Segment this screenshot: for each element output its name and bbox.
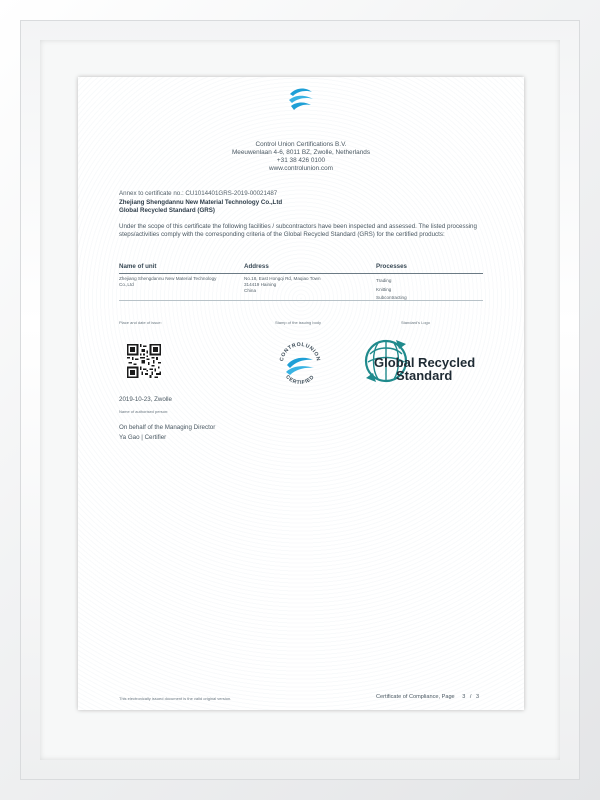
stamp-bottom-text: CERTIFIED <box>284 374 316 387</box>
table-cell-name: Zhejiang Shengdannu New Material Technology Co.,Ltd <box>119 276 217 287</box>
control-union-certified-stamp <box>275 335 325 391</box>
table-header-rule <box>119 273 483 274</box>
issuer-address: Meeuwenlaan 4-6, 8011 BZ, Zwolle, Netherlands <box>231 149 371 156</box>
qr-code-icon <box>127 344 161 378</box>
footer-note: This electronically issued document is the valid original version. <box>119 696 232 701</box>
global-recycled-standard-logo <box>356 332 486 394</box>
signature-line2: Ya Gao | Certifier <box>119 434 167 441</box>
standard-name: Global Recycled Standard (GRS) <box>119 207 215 214</box>
annex-number: Annex to certificate no.: CU1014401GRS-2019-00021487 <box>119 190 278 197</box>
grs-logo-line1: Global Recycled <box>374 355 476 370</box>
intro-paragraph: Under the scope of this certificate the following facilities / subcontractors have been inspected and assessed. The listed processing steps/activities comply with the corresponding criteria of the Global Recycled Standard (GRS) for the certified products: <box>119 223 477 239</box>
stamp-label: Stamp of the issuing body <box>275 320 322 325</box>
signature-line1: On behalf of the Managing Director <box>119 424 216 431</box>
table-cell-address: No.18, East Hongqi Rd, Maqiao Town 314419 Haining China <box>244 276 321 293</box>
col-header-name: Name of unit <box>119 263 157 270</box>
standard-logo-label: Standard's Logo <box>401 320 431 325</box>
issuer-name: Control Union Certifications B.V. <box>255 141 347 148</box>
certificate-page <box>78 77 524 710</box>
grs-logo-line2: Standard <box>396 368 453 383</box>
issuer-website: www.controlunion.com <box>269 165 333 172</box>
col-header-address: Address <box>244 263 269 270</box>
authorised-person-label: Name of authorised person: <box>119 409 169 414</box>
issuer-phone: +31 38 426 0100 <box>276 157 326 164</box>
place-date-label: Place and date of issue: <box>119 320 162 325</box>
stamp-top-text: CONTROLUNION <box>279 341 321 362</box>
table-cell-processes: Trading Knitting Subcontracting <box>376 278 407 300</box>
company-name: Zhejiang Shengdannu New Material Technology Co.,Ltd <box>119 199 283 206</box>
control-union-logo-icon <box>286 85 316 113</box>
issue-date-place: 2019-10-23, Zwolle <box>119 396 172 403</box>
footer-page-info: Certificate of Compliance, Page 3 / 3 <box>376 694 480 700</box>
svg-text:CERTIFIED <box>284 374 316 386</box>
col-header-processes: Processes <box>376 263 407 270</box>
table-bottom-rule <box>119 300 483 301</box>
